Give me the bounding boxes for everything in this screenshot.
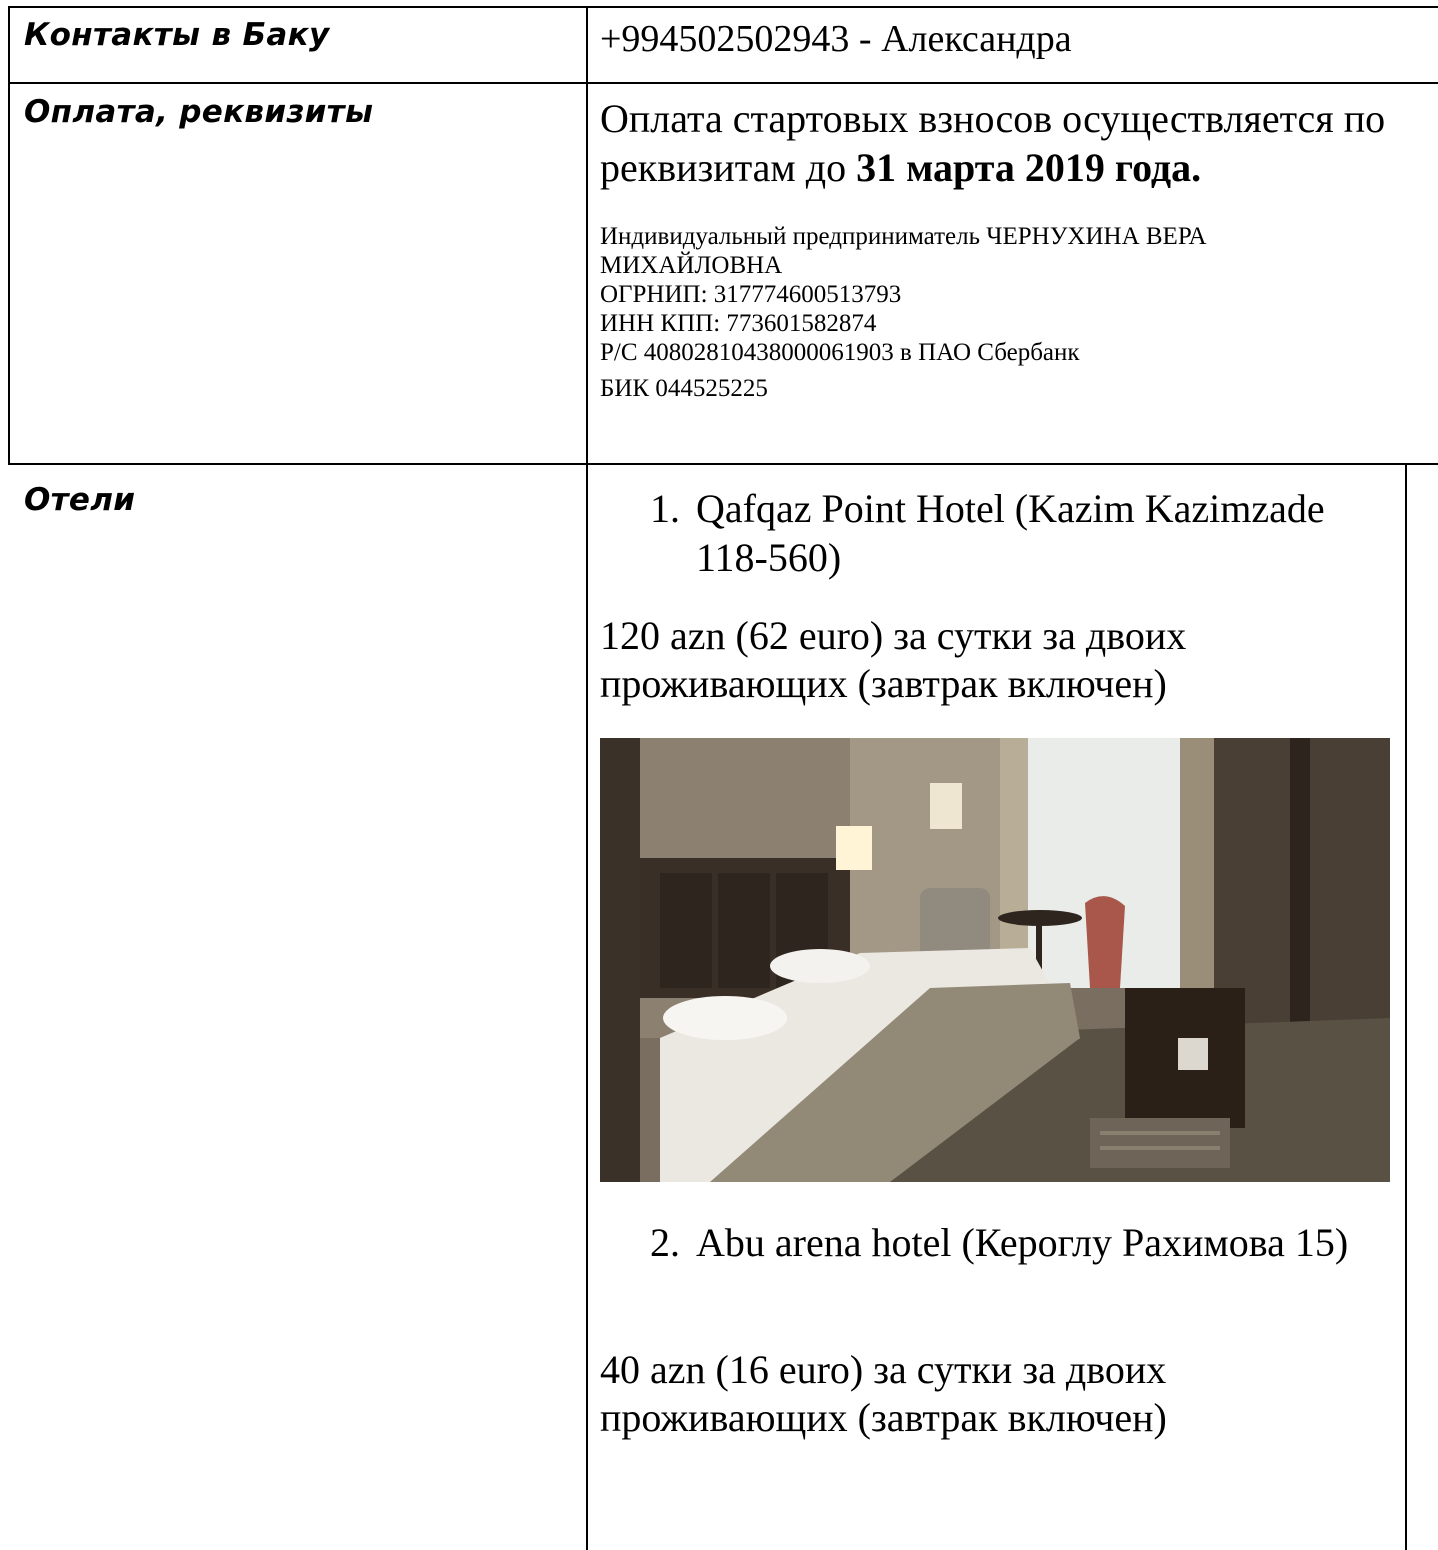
requisite-entrepreneur: Индивидуальный предприниматель ЧЕРНУХИНА ВЕРА [600, 223, 1207, 250]
contacts-value: +994502502943 - Александра [600, 18, 1072, 60]
table-border-left [8, 6, 10, 464]
hotel-price-1: 120 azn (62 euro) за сутки за двоих проживающих (завтрак включен) [600, 613, 1187, 706]
requisite-ogrnip: ОГРНИП: 317774600513793 [600, 281, 902, 308]
requisite-name-cont: МИХАЙЛОВНА [600, 252, 783, 279]
hotels-label: Отели [24, 482, 136, 518]
contacts-label: Контакты в Баку [24, 17, 330, 53]
hotel-number: 1. [650, 486, 680, 531]
table-border-top [8, 6, 1438, 8]
payment-deadline: 31 марта 2019 года. [856, 145, 1202, 190]
requisite-account: Р/С 40802810438000061903 в ПАО Сбербанк [600, 339, 1080, 366]
row-divider-2 [8, 463, 1438, 465]
row-divider-1 [8, 82, 1438, 84]
payment-requisites [600, 222, 1400, 403]
hotel-name: Qafqaz Point Hotel (Kazim Kazimzade 118-560) [696, 486, 1325, 580]
hotel-number: 2. [650, 1220, 680, 1265]
payment-intro-text: Оплата стартовых взносов осуществляется по реквизитам до [600, 96, 1386, 190]
table-border-right-hotels [1405, 464, 1407, 1550]
table-divider-vertical [586, 6, 588, 1550]
hotel-room-illustration [600, 738, 1390, 1182]
hotel-room-photo [600, 738, 1390, 1182]
payment-intro [600, 94, 1400, 192]
hotel-name: Abu arena hotel (Кероглу Рахимова 15) [696, 1220, 1349, 1265]
requisite-bik: БИК 044525225 [600, 375, 768, 402]
payment-label: Оплата, реквизиты [24, 94, 374, 130]
hotel-price-2: 40 azn (16 euro) за сутки за двоих проживающих (завтрак включен) [600, 1347, 1167, 1440]
requisite-inn: ИНН КПП: 773601582874 [600, 310, 877, 337]
